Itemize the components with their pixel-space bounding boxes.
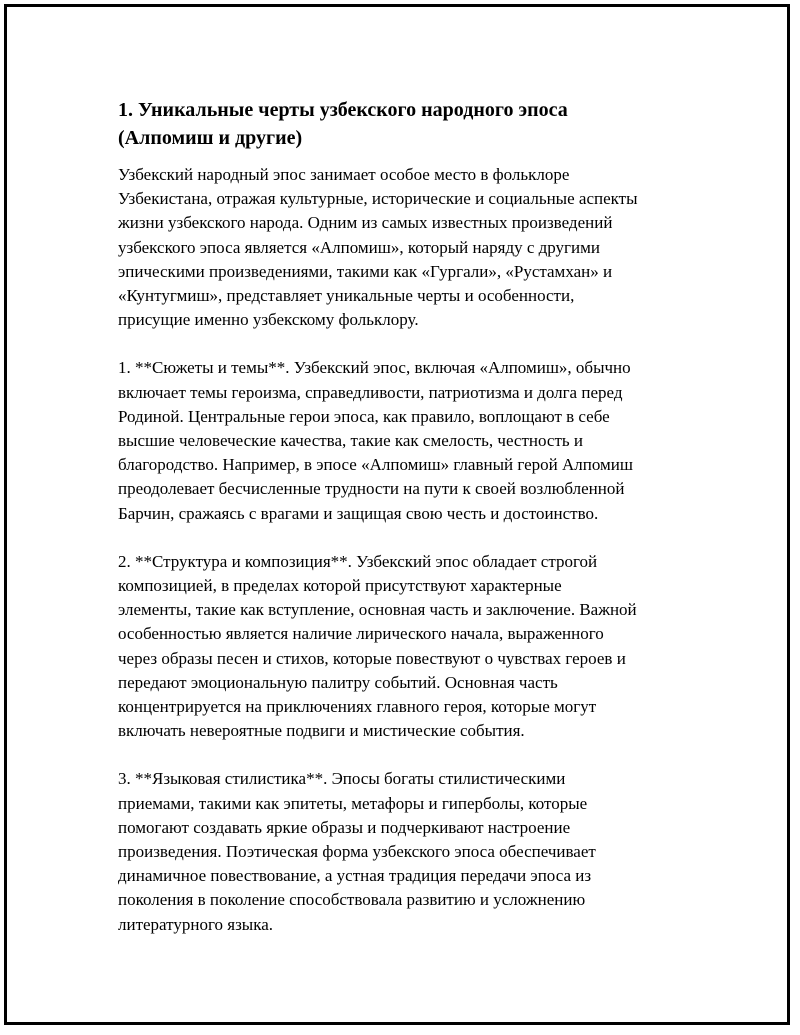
paragraph-structure-composition: 2. **Структура и композиция**. Узбекский эпос обладает строгой композицией, в пределах которой присутствуют характерные элементы, такие как вступление, основная часть и заключение. Важной особенностью является наличие лирического начала, выраженного через образы песен и стихов, которые повествуют о чувствах героев и передают эмоциональную палитру событий. Основная часть концентрируется на приключениях главного героя, которые могут включать невероятные подвиги и мистические события.: [118, 551, 637, 741]
section-title-line-2: (Алпомиш и другие): [118, 127, 303, 149]
section-title-line-1: 1. Уникальные черты узбекского народного эпоса: [118, 99, 568, 121]
section-title: [118, 96, 693, 152]
paragraph-plots-themes: 1. **Сюжеты и темы**. Узбекский эпос, включая «Алпомиш», обычно включает темы героизма, справедливости, патриотизма и долга перед Родиной. Центральные герои эпоса, как правило, воплощают в себе высшие человеческие качества, такие как смелость, честность и благородство. Например, в эпосе «Алпомиш» главный герой Алпомиш преодолевает бесчисленные трудности на пути к своей возлюбленной Барчин, сражаясь с врагами и защищая свою честь и достоинство.: [118, 358, 633, 523]
paragraph-intro: Узбекский народный эпос занимает особое место в фольклоре Узбекистана, отражая культурные, исторические и социальные аспекты жизни узбекского народа. Одним из самых известных произведений узбекского эпоса является «Алпомиш», который наряду с другими эпическими произведениями, такими как «Гургали», «Рустамхан» и «Кунтугмиш», представляет уникальные черты и особенности, присущие именно узбекскому фольклору.: [118, 165, 638, 330]
document-body: [118, 96, 693, 961]
paragraph-language-style: 3. **Языковая стилистика**. Эпосы богаты стилистическими приемами, такими как эпитеты, метафоры и гиперболы, которые помогают создавать яркие образы и подчеркивают настроение произведения. Поэтическая форма узбекского эпоса обеспечивает динамичное повествование, а устная традиция передачи эпоса из поколения в поколение способствовала развитию и усложнению литературного языка.: [118, 769, 596, 934]
